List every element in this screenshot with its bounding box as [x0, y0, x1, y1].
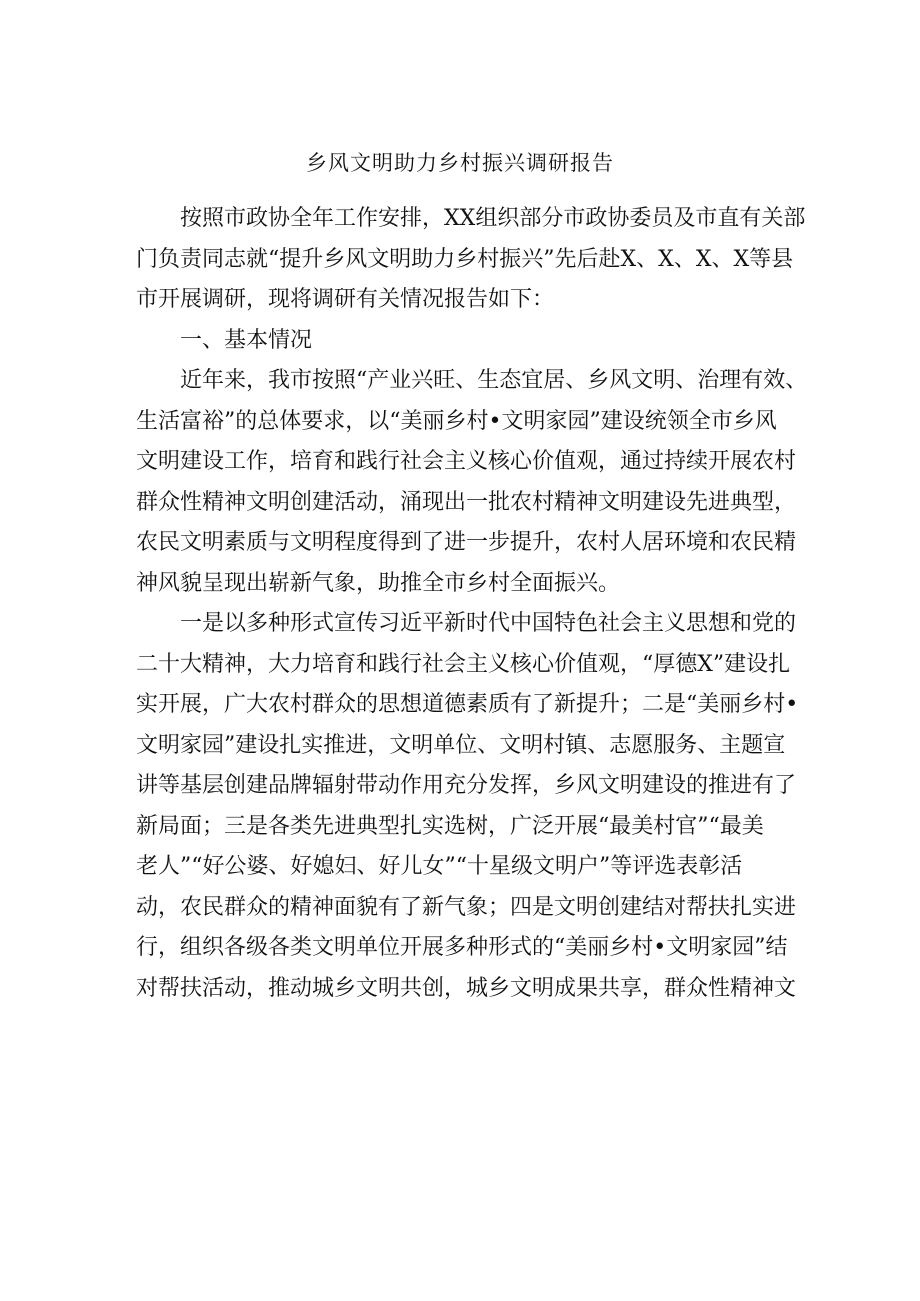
- text-line: [136, 199, 806, 240]
- line-text: 近年来，我市按照“产业兴旺、生态宜居、乡风文明、治理有效、: [180, 368, 808, 393]
- text-line: 农民文明素质与文明程度得到了进一步提升，农村人居环境和农民精: [136, 530, 797, 555]
- line-text: 一、基本情况: [180, 327, 313, 353]
- document-body: [136, 199, 808, 1009]
- text-line: 实开展，广大农村群众的思想道德素质有了新提升；二是“美丽乡村•: [136, 692, 799, 717]
- text-line: [136, 361, 808, 402]
- text-line: 行，组织各级各类文明单位开展多种形式的“美丽乡村•文明家园”结: [136, 935, 788, 960]
- paragraph: [136, 361, 808, 604]
- text-line: [136, 321, 796, 362]
- text-line: 动，农民群众的精神面貌有了新气象；四是文明创建结对帮扶扎实进: [136, 894, 797, 920]
- text-line: 新局面；三是各类先进典型扎实选树，广泛开展“最美村官”“最美: [136, 813, 764, 839]
- text-line: 生活富裕”的总体要求，以“美丽乡村•文明家园”建设统领全市乡风: [136, 408, 777, 434]
- text-line: 市开展调研，现将调研有关情况报告如下：: [136, 287, 555, 312]
- text-line: 老人”“好公婆、好媳妇、好儿女”“十星级文明户”等评选表彰活: [136, 854, 743, 879]
- text-line: 二十大精神，大力培育和践行社会主义核心价值观，“厚德X”建设扎: [136, 651, 791, 677]
- text-line: 门负责同志就“提升乡风文明助力乡村振兴”先后赴X、X、X、X等县: [136, 246, 794, 272]
- section-heading: [136, 321, 796, 362]
- text-line: 群众性精神文明创建活动，涌现出一批农村精神文明建设先进典型，: [136, 489, 797, 515]
- text-line: 神风貌呈现出崭新气象，助推全市乡村全面振兴。: [136, 570, 621, 596]
- text-line: 文明建设工作，培育和践行社会主义核心价值观，通过持续开展农村: [136, 449, 797, 474]
- text-line: 讲等基层创建品牌辐射带动作用充分发挥，乡风文明建设的推进有了: [136, 773, 797, 798]
- text-line: 对帮扶活动，推动城乡文明共创，城乡文明成果共享，群众性精神文: [136, 975, 797, 1001]
- text-line: [136, 604, 796, 645]
- document-title: 乡风文明助力乡村振兴调研报告: [306, 151, 614, 175]
- line-text: 按照市政协全年工作安排，XX组织部分市政协委员及市直有关部: [180, 206, 806, 231]
- line-text: 一是以多种形式宣传习近平新时代中国特色社会主义思想和党的: [180, 611, 797, 636]
- paragraph: [136, 199, 806, 321]
- text-line: 文明家园”建设扎实推进，文明单位、文明村镇、志愿服务、主题宣: [136, 732, 786, 758]
- paragraph: [136, 604, 799, 1009]
